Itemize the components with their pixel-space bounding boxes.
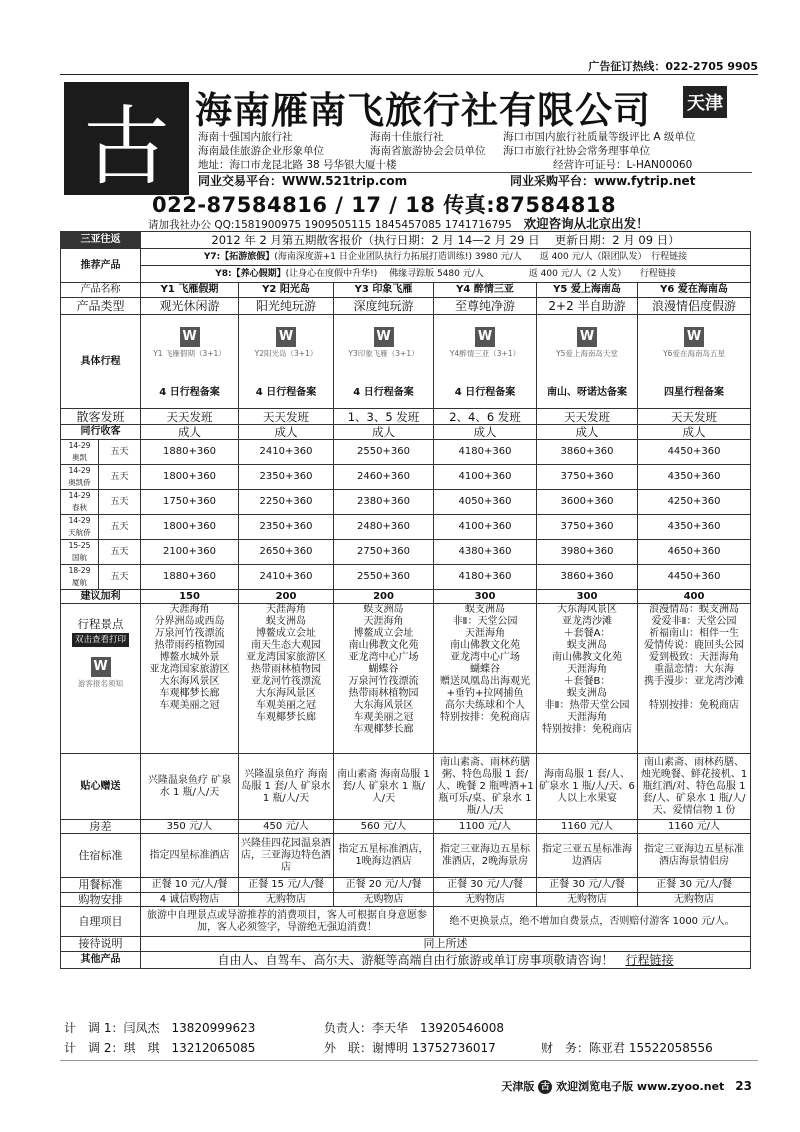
spot-item: ＋套餐B：: [563, 676, 611, 687]
spot-item: 重温恋情：大东海: [654, 664, 735, 675]
spot-item: 蜈支洲岛: [567, 640, 607, 651]
welcome-text: 欢迎咨询从北京出发！: [523, 216, 649, 231]
price-row: 15-25 国航 五天 2100+360 2650+360 2750+360 4380+360 3980+360 4650+360: [61, 540, 751, 565]
spot-item: 天涯海角: [567, 664, 607, 675]
print-view-button[interactable]: 双击查看打印: [72, 633, 129, 647]
row-other: 其他产品 自由人、自驾车、高尔夫、游艇等高端自由行旅游或单订房事项敬请咨询！ 行程链接: [61, 952, 751, 969]
period-text: 2012 年 2 月第五期散客报价（执行日期：2 月 14—2 月 29 日 更新日期：2 月 09 日）: [141, 232, 751, 249]
spot-item: 天涯海角: [169, 604, 210, 615]
word-doc-icon[interactable]: W: [577, 327, 597, 347]
spot-item: 车观椰梦长廊: [256, 712, 316, 723]
recommend-label: 推荐产品: [61, 249, 141, 283]
spots-list: [141, 604, 239, 754]
footer-rule: [60, 1060, 758, 1061]
spot-item: 天涯海角: [465, 628, 505, 639]
spot-item: 南山佛教文化苑: [450, 640, 520, 651]
spot-item: 博鳌水城外景: [159, 652, 220, 663]
spot-item: 天涯海角: [363, 616, 404, 627]
spot-item: 亚龙河竹筏漂流: [251, 676, 321, 687]
word-doc-icon[interactable]: W: [276, 327, 296, 347]
spot-item: 特别按排：免税商店: [542, 724, 632, 735]
row-peer: 同行收客 成人 成人 成人 成人 成人 成人: [61, 425, 751, 440]
spot-item: 博鳌成立会址: [256, 628, 316, 639]
spot-item: 特别按排：免税商店: [649, 700, 740, 711]
honors-col-2: 海南十佳旅行社 海南省旅游协会会员单位: [370, 131, 486, 157]
itinerary-doc: W Y6爱在海南岛五星 四星行程备案: [638, 315, 751, 409]
edition-logo: 古: [538, 1080, 552, 1094]
y8-itinerary-link[interactable]: 行程链接: [639, 269, 676, 279]
row-product-type: 产品类型 观光休闲游 阳光纯玩游 深度纯玩游 至尊纯净游 2+2 半自助游 浪漫情侣度假游: [61, 298, 751, 315]
word-doc-icon[interactable]: W: [374, 327, 394, 347]
row-meal: 用餐标准 正餐 10 元/人/餐 正餐 15 元/人/餐 正餐 20 元/人/餐 正餐 30 元/人/餐 正餐 30 元/人/餐 正餐 30 元/人/餐: [61, 878, 751, 893]
spot-item: 热带雨林植物园: [251, 664, 321, 675]
spot-item: 万泉河竹筏漂流: [154, 628, 225, 639]
spot-item: 天涯海角: [567, 712, 607, 723]
row-recv: 接待说明 同上所述: [61, 937, 751, 952]
spot-item: 爱情传说：鹿回头公园: [644, 640, 745, 651]
spots-list: [239, 604, 334, 754]
spot-item: 南山佛教文化苑: [348, 640, 419, 651]
honors-col-3: 海口市国内旅行社质量等级评比 A 级单位 海口市旅行社协会常务理事单位 经营许可证号：L-HAN00060: [503, 131, 696, 171]
row-product-name: 产品名称 Y1 飞雁假期 Y2 阳光岛 Y3 印象飞雁 Y4 醉情三亚 Y5 爱上海南岛 Y6 爱在海南岛: [61, 283, 751, 298]
branch-badge: 天津: [683, 86, 727, 118]
spot-item: 非Ⅱ：天堂公园: [452, 616, 518, 627]
spot-item: 车观美丽之冠: [159, 700, 220, 711]
spot-item: 浪漫情岛：蜈支洲岛: [649, 604, 740, 615]
spot-item: 蜈支洲岛: [465, 604, 505, 615]
company-logo: 古: [64, 82, 189, 195]
spot-item: 蜈支洲岛: [567, 688, 607, 699]
spot-item: 特别按排：免税商店: [440, 712, 530, 723]
spot-item: 祈福南山：相伴一生: [649, 628, 740, 639]
spot-item: 热带雨药植物园: [154, 640, 225, 651]
spot-item: ＋套餐A：: [563, 628, 611, 639]
spot-item: 蝴蝶谷: [470, 664, 500, 675]
row-shop: 购物安排 4 诚信购物店 无购物店 无购物店 无购物店 无购物店 无购物店: [61, 893, 751, 907]
spot-item: 大东海风景区: [159, 676, 220, 687]
spot-item: 亚龙湾中心广场: [450, 652, 520, 663]
product-name: Y3 印象飞雁: [334, 283, 434, 298]
row-departure: 散客发班 天天发班 天天发班 1、3、5 发班 2、4、6 发班 天天发班 天天发班: [61, 409, 751, 425]
spot-item: 亚龙湾国家旅游区: [246, 652, 326, 663]
price-row: 14-29 春秋 五天 1750+360 2250+360 2380+360 4050+360 3600+360 4250+360: [61, 490, 751, 515]
product-name: Y1 飞雁假期: [141, 283, 239, 298]
itinerary-doc: W Y4醉情三亚（3+1） 4 日行程备案: [434, 315, 537, 409]
spot-item: 非Ⅱ：热带天堂公园: [544, 700, 630, 711]
price-table: [60, 231, 751, 969]
spot-item: 蝴蝶谷: [368, 664, 399, 675]
trade-platform-link[interactable]: 同业交易平台：WWW.521trip.com: [198, 174, 408, 188]
spot-item: 亚龙湾国家旅游区: [149, 664, 230, 675]
spot-item: 爱到极致：天涯海角: [649, 652, 740, 663]
spot-item: 高尔夫练球和个人: [445, 700, 525, 711]
row-spots: 行程景点 双击查看打印 W 游客报名须知 天涯海角 分界洲岛或西岛 万泉河竹筏漂流 热带雨药植物园 博鳌水城外景 亚龙湾国家旅游区 大东海风景区 车观椰梦长廊 车观美丽之冠 天涯海角 蜈支洲岛 博鳌成立会址 南天生态大观园 亚龙湾国家旅游区 热带雨林植物园 亚龙河竹筏漂流 大东海风景区 车观美丽之冠 车观椰梦长廊 蜈支洲岛 天涯海角 博鳌成立会址 南山佛教文化苑 亚龙湾中心广场 蝴蝶谷 万泉河竹筏漂流 热带雨林植物园 大东海风景区 车观美丽之冠 车观椰梦长廊 蜈支洲岛 非Ⅱ：天堂公园 天涯海角 南山佛教文化苑 亚龙湾中心广场 蝴蝶谷 赠送凤凰岛出海观光+垂钓+拉网捕鱼 高尔夫练球和个人 特别按排：免税商店 大东海风景区 亚龙湾沙滩 ＋套餐A： 蜈支洲岛 南山佛教文化苑 天涯海角 ＋套餐B： 蜈支洲岛 非Ⅱ：热带天堂公园 天涯海角 特别按排：免税商店 浪漫情岛：蜈支洲岛 爱爱非Ⅱ：天堂公园 祈福南山：相伴一生 爱情传说：鹿回头公园 爱到极致：天涯海角 重温恋情：大东海 携手漫步：亚龙湾沙滩 特别按排：免税商店: [61, 604, 751, 754]
row-gift: 贴心赠送 兴隆温泉鱼疗 矿泉水 1 瓶/人/天 兴隆温泉鱼疗 海南岛服 1 套/人 矿泉水 1 瓶/人/天 南山素斋 海南岛服 1 套/人 矿泉水 1 瓶/人/天 南山素斋、雨林药膳粥、特色岛服 1 套/人、晚餐 2 瓶啤酒+1 瓶可乐/桌、矿泉水 1 瓶/人/天 海南岛服 1 套/人、矿泉水 1 瓶/人/天、6 人以上水果宴 南山素斋、雨林药膳、烛光晚餐、鲜花接机、1瓶红酒/对、特色岛服 1 套/人、矿泉水 1 瓶/人/天、爱情信物 1 份: [61, 754, 751, 820]
row-itinerary: 具体行程 W Y1 飞雁假期（3+1） 4 日行程备案 W Y2阳光岛（3+1） 4 日行程备案 W Y3印象飞雁（3+1） 4 日行程备案 W Y4醉情三亚（3+1） 4 日行程备案 W Y5爱上海南岛天堂 南山、呀诺达备案 W Y6爱在海南岛五星 四星行程备案: [61, 315, 751, 409]
spots-list: [434, 604, 537, 754]
notice-doc[interactable]: 游客报名须知: [78, 679, 123, 688]
word-doc-icon[interactable]: W: [684, 327, 704, 347]
spot-item: 爱爱非Ⅱ：天堂公园: [651, 616, 737, 627]
page-footer: 天津版 古 欢迎浏览电子版 www.zyoo.net 23: [501, 1079, 752, 1093]
product-name: Y6 爱在海南岛: [638, 283, 751, 298]
product-name: Y2 阳光岛: [239, 283, 334, 298]
row-self: 自理项目 旅游中自理景点或导游推荐的消费项目，客人可根据自身意愿参加，客人必须签字，导游绝无强迫消费！ 绝不更换景点，绝不增加自费景点，否则赔付游客 1000 元/人。: [61, 907, 751, 937]
price-row: 14-29 奥凯 五天 1880+360 2410+360 2550+360 4180+360 3860+360 4450+360: [61, 440, 751, 465]
finance: 财 务：陈亚君 15522058556: [541, 1041, 713, 1055]
spot-item: 蜈支洲岛: [266, 616, 306, 627]
spots-list: [638, 604, 751, 754]
spot-item: 车观椰梦长廊: [159, 688, 220, 699]
manager: 负责人：李天华 13920546008: [324, 1021, 504, 1035]
spot-item: 热带雨林植物园: [348, 688, 419, 699]
spot-item: 携手漫步：亚龙湾沙滩: [644, 676, 745, 687]
ad-hotline: 广告征订热线：022-2705 9905: [588, 60, 758, 73]
y7-itinerary-link[interactable]: 行程链接: [651, 252, 688, 262]
spot-item: 南山佛教文化苑: [552, 652, 622, 663]
spot-item: 车观椰梦长廊: [353, 724, 414, 735]
price-row: 18-29 厦航 五天 1880+360 2410+360 2550+360 4180+360 3860+360 4450+360: [61, 565, 751, 590]
spot-item: 分界洲岛或西岛: [154, 616, 225, 627]
contact-phone: 022-87584816 / 17 / 18 传真:87584818: [152, 193, 617, 217]
spot-item: 赠送凤凰岛出海观光+垂钓+拉网捕鱼: [440, 676, 530, 699]
row-hotel: 住宿标准 指定四星标准酒店 兴隆佳四花园温泉酒店，三亚海边特色酒店 指定五星标准酒店，1晚海边酒店 指定三亚海边五星标准酒店，2晚海景房 指定三亚五星标准海边酒店 指定三亚海边五星标准酒店海景情侣房: [61, 834, 751, 878]
spot-item: 车观美丽之冠: [256, 700, 316, 711]
liaison: 外 联：谢博明 13752736017: [324, 1041, 496, 1055]
spot-item: 车观美丽之冠: [353, 712, 414, 723]
qq-line: 请加我社办公 QQ:1581900975 1909505115 1845457085 1741716795 欢迎咨询从北京出发！: [148, 216, 649, 231]
word-doc-icon[interactable]: W: [180, 327, 200, 347]
recommend-y7: Y7:【拓游旅假】(海南深度游+1 日企业团队执行力拓展打造训练!) 3980 元/人 返 400 元/人（限团队发） 行程链接: [141, 249, 751, 266]
route-title: 三亚往返: [61, 232, 141, 249]
recommend-y8: Y8:【养心假期】(让身心在度假中升华!) 佛缘寻踪版 5480 元/人 返 400 元/人（2 人发） 行程链接: [141, 266, 751, 283]
price-row: 14-29 奥凯侨 五天 1800+360 2350+360 2460+360 4100+360 3750+360 4350+360: [61, 465, 751, 490]
spot-item: 天涯海角: [266, 604, 306, 615]
product-name: Y5 爱上海南岛: [537, 283, 638, 298]
spot-item: 大东海风景区: [557, 604, 617, 615]
row-addon: 建议加利 150 200 200 300 300 400: [61, 590, 751, 604]
spot-item: 万泉河竹筏漂流: [348, 676, 419, 687]
spot-item: 亚龙湾沙滩: [562, 616, 612, 627]
spot-item: [640, 688, 748, 700]
spot-item: 博鳌成立会址: [353, 628, 414, 639]
planner-1: 计 调 1：闫凤杰 13820999623: [64, 1021, 256, 1035]
price-row: 14-29 天航侨 五天 1800+360 2350+360 2480+360 4100+360 3750+360 4350+360: [61, 515, 751, 540]
word-doc-icon[interactable]: W: [91, 657, 111, 677]
word-doc-icon[interactable]: W: [475, 327, 495, 347]
other-itinerary-link[interactable]: 行程链接: [625, 953, 674, 967]
itinerary-doc: W Y5爱上海南岛天堂 南山、呀诺达备案: [537, 315, 638, 409]
honors-col-1: 海南十强国内旅行社 海南最佳旅游企业形象单位 地址：海口市龙昆北路 38 号华银大厦十楼: [198, 131, 397, 171]
row-room: 房差 350 元/人 450 元/人 560 元/人 1100 元/人 1160 元/人 1160 元/人: [61, 820, 751, 834]
spot-item: 大东海风景区: [256, 688, 316, 699]
product-name: Y4 醉情三亚: [434, 283, 537, 298]
itinerary-doc: W Y3印象飞雁（3+1） 4 日行程备案: [334, 315, 434, 409]
itinerary-doc: W Y1 飞雁假期（3+1） 4 日行程备案: [141, 315, 239, 409]
company-name: 海南雁南飞旅行社有限公司: [195, 89, 651, 132]
planner-2: 计 调 2：琪 琪 13212065085: [64, 1041, 256, 1055]
buy-platform-link[interactable]: 同业采购平台：www.fytrip.net: [510, 174, 696, 188]
spots-list: [537, 604, 638, 754]
spot-item: 南天生态大观园: [251, 640, 321, 651]
top-rule: [60, 74, 758, 75]
spots-list: [334, 604, 434, 754]
itinerary-doc: W Y2阳光岛（3+1） 4 日行程备案: [239, 315, 334, 409]
spot-item: 大东海风景区: [353, 700, 414, 711]
spot-item: 亚龙湾中心广场: [348, 652, 419, 663]
spot-item: 蜈支洲岛: [363, 604, 404, 615]
